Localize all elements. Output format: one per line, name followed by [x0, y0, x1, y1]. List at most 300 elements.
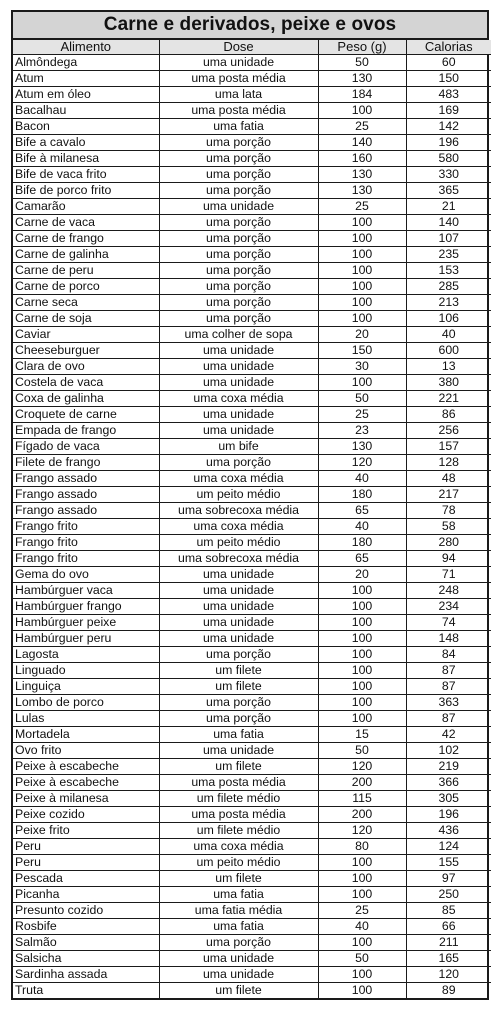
column-header-calories: Calorias: [406, 40, 491, 55]
table-row: [13, 55, 491, 71]
dose-cell: um filete médio: [159, 791, 318, 807]
weight-cell: 25: [318, 199, 406, 215]
food-cell: Frango assado: [13, 503, 159, 519]
weight-cell: 100: [318, 295, 406, 311]
weight-cell: 40: [318, 919, 406, 935]
calories-cell: 153: [406, 263, 491, 279]
weight-cell: 15: [318, 727, 406, 743]
table-row: [13, 551, 491, 567]
weight-cell: 100: [318, 695, 406, 711]
dose-cell: uma posta média: [159, 775, 318, 791]
weight-cell: 23: [318, 423, 406, 439]
calories-cell: 71: [406, 567, 491, 583]
table-row: [13, 359, 491, 375]
header-row: [13, 40, 491, 55]
calories-cell: 365: [406, 183, 491, 199]
table-row: [13, 183, 491, 199]
table-row: [13, 343, 491, 359]
table-row: [13, 135, 491, 151]
calories-cell: 285: [406, 279, 491, 295]
dose-cell: um peito médio: [159, 535, 318, 551]
dose-cell: uma unidade: [159, 375, 318, 391]
dose-cell: uma porção: [159, 183, 318, 199]
food-cell: Empada de frango: [13, 423, 159, 439]
dose-cell: uma fatia: [159, 887, 318, 903]
food-cell: Lombo de porco: [13, 695, 159, 711]
dose-cell: uma porção: [159, 215, 318, 231]
weight-cell: 100: [318, 663, 406, 679]
food-cell: Peixe à escabeche: [13, 775, 159, 791]
food-cell: Frango assado: [13, 471, 159, 487]
table-row: [13, 615, 491, 631]
calories-cell: 128: [406, 455, 491, 471]
calories-cell: 436: [406, 823, 491, 839]
food-cell: Truta: [13, 983, 159, 999]
weight-cell: 20: [318, 327, 406, 343]
calories-cell: 213: [406, 295, 491, 311]
calories-cell: 234: [406, 599, 491, 615]
weight-cell: 100: [318, 647, 406, 663]
dose-cell: um filete: [159, 679, 318, 695]
table-row: [13, 519, 491, 535]
table-row: [13, 455, 491, 471]
calories-cell: 60: [406, 55, 491, 71]
weight-cell: 100: [318, 615, 406, 631]
dose-cell: uma porção: [159, 311, 318, 327]
dose-cell: uma unidade: [159, 743, 318, 759]
dose-cell: uma unidade: [159, 55, 318, 71]
dose-cell: um filete: [159, 983, 318, 999]
weight-cell: 130: [318, 183, 406, 199]
table-row: [13, 327, 491, 343]
calories-cell: 165: [406, 951, 491, 967]
dose-cell: uma sobrecoxa média: [159, 551, 318, 567]
table-row: [13, 935, 491, 951]
weight-cell: 50: [318, 743, 406, 759]
calories-cell: 256: [406, 423, 491, 439]
calories-cell: 102: [406, 743, 491, 759]
table-row: [13, 439, 491, 455]
food-cell: Carne de frango: [13, 231, 159, 247]
calories-cell: 330: [406, 167, 491, 183]
food-cell: Camarão: [13, 199, 159, 215]
calories-cell: 580: [406, 151, 491, 167]
dose-cell: um filete médio: [159, 823, 318, 839]
food-cell: Costela de vaca: [13, 375, 159, 391]
food-cell: Mortadela: [13, 727, 159, 743]
food-cell: Bife de vaca frito: [13, 167, 159, 183]
food-cell: Linguiça: [13, 679, 159, 695]
food-cell: Filete de frango: [13, 455, 159, 471]
table-row: [13, 967, 491, 983]
food-cell: Fígado de vaca: [13, 439, 159, 455]
weight-cell: 100: [318, 871, 406, 887]
weight-cell: 120: [318, 455, 406, 471]
weight-cell: 120: [318, 823, 406, 839]
dose-cell: uma coxa média: [159, 391, 318, 407]
table-row: [13, 71, 491, 87]
food-cell: Hambúrguer vaca: [13, 583, 159, 599]
table-row: [13, 583, 491, 599]
dose-cell: uma porção: [159, 695, 318, 711]
food-cell: Bacalhau: [13, 103, 159, 119]
weight-cell: 100: [318, 599, 406, 615]
table-row: [13, 775, 491, 791]
dose-cell: uma porção: [159, 167, 318, 183]
table-row: [13, 807, 491, 823]
food-cell: Pescada: [13, 871, 159, 887]
calories-cell: 148: [406, 631, 491, 647]
table-row: [13, 295, 491, 311]
dose-cell: uma porção: [159, 279, 318, 295]
dose-cell: uma posta média: [159, 807, 318, 823]
table-row: [13, 87, 491, 103]
calories-cell: 42: [406, 727, 491, 743]
food-cell: Peixe frito: [13, 823, 159, 839]
weight-cell: 30: [318, 359, 406, 375]
table-row: [13, 839, 491, 855]
dose-cell: uma fatia: [159, 919, 318, 935]
weight-cell: 40: [318, 519, 406, 535]
dose-cell: uma fatia: [159, 119, 318, 135]
dose-cell: uma posta média: [159, 71, 318, 87]
food-cell: Rosbife: [13, 919, 159, 935]
table-row: [13, 119, 491, 135]
food-cell: Carne de peru: [13, 263, 159, 279]
weight-cell: 100: [318, 375, 406, 391]
calories-cell: 250: [406, 887, 491, 903]
food-cell: Frango frito: [13, 535, 159, 551]
dose-cell: um peito médio: [159, 855, 318, 871]
dose-cell: uma unidade: [159, 567, 318, 583]
weight-cell: 130: [318, 71, 406, 87]
food-cell: Sardinha assada: [13, 967, 159, 983]
calories-cell: 21: [406, 199, 491, 215]
weight-cell: 25: [318, 407, 406, 423]
dose-cell: uma posta média: [159, 103, 318, 119]
calories-cell: 211: [406, 935, 491, 951]
weight-cell: 25: [318, 119, 406, 135]
food-cell: Carne de soja: [13, 311, 159, 327]
food-cell: Carne de porco: [13, 279, 159, 295]
dose-cell: uma porção: [159, 135, 318, 151]
calories-cell: 89: [406, 983, 491, 999]
weight-cell: 180: [318, 487, 406, 503]
calories-cell: 85: [406, 903, 491, 919]
calories-cell: 140: [406, 215, 491, 231]
dose-cell: uma unidade: [159, 343, 318, 359]
weight-cell: 140: [318, 135, 406, 151]
table-row: [13, 679, 491, 695]
calories-cell: 40: [406, 327, 491, 343]
table-row: [13, 903, 491, 919]
column-header-weight: Peso (g): [318, 40, 406, 55]
table-row: [13, 103, 491, 119]
weight-cell: 100: [318, 103, 406, 119]
dose-cell: uma unidade: [159, 199, 318, 215]
weight-cell: 100: [318, 631, 406, 647]
table-row: [13, 535, 491, 551]
dose-cell: uma porção: [159, 231, 318, 247]
weight-cell: 100: [318, 583, 406, 599]
calories-cell: 58: [406, 519, 491, 535]
food-cell: Bife de porco frito: [13, 183, 159, 199]
dose-cell: uma porção: [159, 263, 318, 279]
food-cell: Linguado: [13, 663, 159, 679]
weight-cell: 25: [318, 903, 406, 919]
calories-cell: 217: [406, 487, 491, 503]
calories-cell: 87: [406, 663, 491, 679]
food-cell: Carne de vaca: [13, 215, 159, 231]
food-cell: Almôndega: [13, 55, 159, 71]
dose-cell: uma sobrecoxa média: [159, 503, 318, 519]
calories-cell: 169: [406, 103, 491, 119]
dose-cell: uma unidade: [159, 599, 318, 615]
weight-cell: 100: [318, 887, 406, 903]
table-row: [13, 167, 491, 183]
table-title: Carne e derivados, peixe e ovos: [13, 12, 487, 40]
calories-cell: 97: [406, 871, 491, 887]
calories-cell: 221: [406, 391, 491, 407]
table-row: [13, 215, 491, 231]
calories-cell: 150: [406, 71, 491, 87]
weight-cell: 184: [318, 87, 406, 103]
calories-cell: 124: [406, 839, 491, 855]
weight-cell: 40: [318, 471, 406, 487]
calories-cell: 600: [406, 343, 491, 359]
food-cell: Salsicha: [13, 951, 159, 967]
food-cell: Peru: [13, 839, 159, 855]
table-header: [13, 40, 491, 55]
food-cell: Bife a cavalo: [13, 135, 159, 151]
food-cell: Frango frito: [13, 519, 159, 535]
calorie-table-card: [11, 10, 489, 1000]
calories-cell: 48: [406, 471, 491, 487]
calories-cell: 248: [406, 583, 491, 599]
calories-cell: 120: [406, 967, 491, 983]
weight-cell: 20: [318, 567, 406, 583]
table-row: [13, 855, 491, 871]
dose-cell: uma coxa média: [159, 839, 318, 855]
table-row: [13, 711, 491, 727]
table-row: [13, 279, 491, 295]
calories-cell: 196: [406, 135, 491, 151]
table-row: [13, 887, 491, 903]
table-row: [13, 391, 491, 407]
calories-cell: 74: [406, 615, 491, 631]
food-cell: Atum em óleo: [13, 87, 159, 103]
table-row: [13, 151, 491, 167]
table-row: [13, 743, 491, 759]
weight-cell: 100: [318, 215, 406, 231]
weight-cell: 100: [318, 279, 406, 295]
dose-cell: uma lata: [159, 87, 318, 103]
weight-cell: 100: [318, 935, 406, 951]
table-row: [13, 311, 491, 327]
weight-cell: 115: [318, 791, 406, 807]
weight-cell: 50: [318, 951, 406, 967]
calories-cell: 305: [406, 791, 491, 807]
dose-cell: uma porção: [159, 455, 318, 471]
food-cell: Hambúrguer peixe: [13, 615, 159, 631]
dose-cell: uma fatia média: [159, 903, 318, 919]
dose-cell: uma fatia: [159, 727, 318, 743]
table-row: [13, 375, 491, 391]
table-row: [13, 695, 491, 711]
calories-cell: 363: [406, 695, 491, 711]
table-row: [13, 871, 491, 887]
table-row: [13, 231, 491, 247]
table-row: [13, 503, 491, 519]
dose-cell: uma unidade: [159, 359, 318, 375]
weight-cell: 100: [318, 711, 406, 727]
calories-cell: 142: [406, 119, 491, 135]
table-row: [13, 983, 491, 999]
dose-cell: uma porção: [159, 247, 318, 263]
dose-cell: uma porção: [159, 711, 318, 727]
food-cell: Cheeseburguer: [13, 343, 159, 359]
weight-cell: 200: [318, 775, 406, 791]
food-cell: Atum: [13, 71, 159, 87]
food-cell: Peru: [13, 855, 159, 871]
dose-cell: uma coxa média: [159, 519, 318, 535]
food-cell: Lulas: [13, 711, 159, 727]
weight-cell: 100: [318, 983, 406, 999]
food-cell: Frango frito: [13, 551, 159, 567]
weight-cell: 100: [318, 263, 406, 279]
calories-cell: 94: [406, 551, 491, 567]
food-cell: Coxa de galinha: [13, 391, 159, 407]
table-row: [13, 263, 491, 279]
dose-cell: uma unidade: [159, 631, 318, 647]
calories-cell: 78: [406, 503, 491, 519]
weight-cell: 65: [318, 503, 406, 519]
table-row: [13, 823, 491, 839]
dose-cell: uma porção: [159, 647, 318, 663]
dose-cell: uma porção: [159, 935, 318, 951]
calories-cell: 106: [406, 311, 491, 327]
dose-cell: uma coxa média: [159, 471, 318, 487]
column-header-dose: Dose: [159, 40, 318, 55]
table-row: [13, 951, 491, 967]
food-cell: Frango assado: [13, 487, 159, 503]
dose-cell: um peito médio: [159, 487, 318, 503]
table-row: [13, 471, 491, 487]
food-cell: Presunto cozido: [13, 903, 159, 919]
calories-cell: 155: [406, 855, 491, 871]
dose-cell: uma colher de sopa: [159, 327, 318, 343]
dose-cell: uma porção: [159, 151, 318, 167]
dose-cell: um filete: [159, 871, 318, 887]
table-row: [13, 791, 491, 807]
column-header-food: Alimento: [13, 40, 159, 55]
table-row: [13, 647, 491, 663]
table-row: [13, 759, 491, 775]
weight-cell: 100: [318, 231, 406, 247]
table-row: [13, 407, 491, 423]
dose-cell: uma unidade: [159, 583, 318, 599]
weight-cell: 160: [318, 151, 406, 167]
food-cell: Peixe cozido: [13, 807, 159, 823]
weight-cell: 50: [318, 55, 406, 71]
weight-cell: 130: [318, 439, 406, 455]
table-row: [13, 199, 491, 215]
calories-cell: 235: [406, 247, 491, 263]
calories-cell: 87: [406, 679, 491, 695]
weight-cell: 100: [318, 679, 406, 695]
table-row: [13, 247, 491, 263]
dose-cell: uma unidade: [159, 951, 318, 967]
weight-cell: 65: [318, 551, 406, 567]
calories-cell: 13: [406, 359, 491, 375]
dose-cell: uma porção: [159, 295, 318, 311]
calories-cell: 219: [406, 759, 491, 775]
calories-cell: 157: [406, 439, 491, 455]
weight-cell: 100: [318, 247, 406, 263]
calories-cell: 84: [406, 647, 491, 663]
calories-cell: 366: [406, 775, 491, 791]
food-cell: Hambúrguer peru: [13, 631, 159, 647]
weight-cell: 150: [318, 343, 406, 359]
weight-cell: 130: [318, 167, 406, 183]
table-row: [13, 567, 491, 583]
weight-cell: 100: [318, 311, 406, 327]
dose-cell: um filete: [159, 663, 318, 679]
weight-cell: 50: [318, 391, 406, 407]
dose-cell: um bife: [159, 439, 318, 455]
calories-cell: 107: [406, 231, 491, 247]
food-cell: Bacon: [13, 119, 159, 135]
calories-cell: 66: [406, 919, 491, 935]
weight-cell: 100: [318, 855, 406, 871]
table-row: [13, 663, 491, 679]
table-row: [13, 919, 491, 935]
food-cell: Salmão: [13, 935, 159, 951]
table-body: [13, 55, 491, 999]
food-cell: Caviar: [13, 327, 159, 343]
dose-cell: uma unidade: [159, 407, 318, 423]
weight-cell: 200: [318, 807, 406, 823]
food-cell: Carne de galinha: [13, 247, 159, 263]
weight-cell: 100: [318, 967, 406, 983]
food-cell: Croquete de carne: [13, 407, 159, 423]
table-row: [13, 423, 491, 439]
table-row: [13, 487, 491, 503]
calories-cell: 280: [406, 535, 491, 551]
calories-cell: 87: [406, 711, 491, 727]
food-cell: Ovo frito: [13, 743, 159, 759]
calories-cell: 196: [406, 807, 491, 823]
food-cell: Lagosta: [13, 647, 159, 663]
food-cell: Hambúrguer frango: [13, 599, 159, 615]
weight-cell: 80: [318, 839, 406, 855]
table-row: [13, 599, 491, 615]
food-cell: Gema do ovo: [13, 567, 159, 583]
food-cell: Peixe à escabeche: [13, 759, 159, 775]
food-cell: Picanha: [13, 887, 159, 903]
weight-cell: 180: [318, 535, 406, 551]
dose-cell: uma unidade: [159, 615, 318, 631]
table-row: [13, 631, 491, 647]
table-row: [13, 727, 491, 743]
calories-cell: 380: [406, 375, 491, 391]
calories-cell: 86: [406, 407, 491, 423]
food-cell: Peixe à milanesa: [13, 791, 159, 807]
food-cell: Bife à milanesa: [13, 151, 159, 167]
food-cell: Clara de ovo: [13, 359, 159, 375]
weight-cell: 120: [318, 759, 406, 775]
dose-cell: uma unidade: [159, 423, 318, 439]
